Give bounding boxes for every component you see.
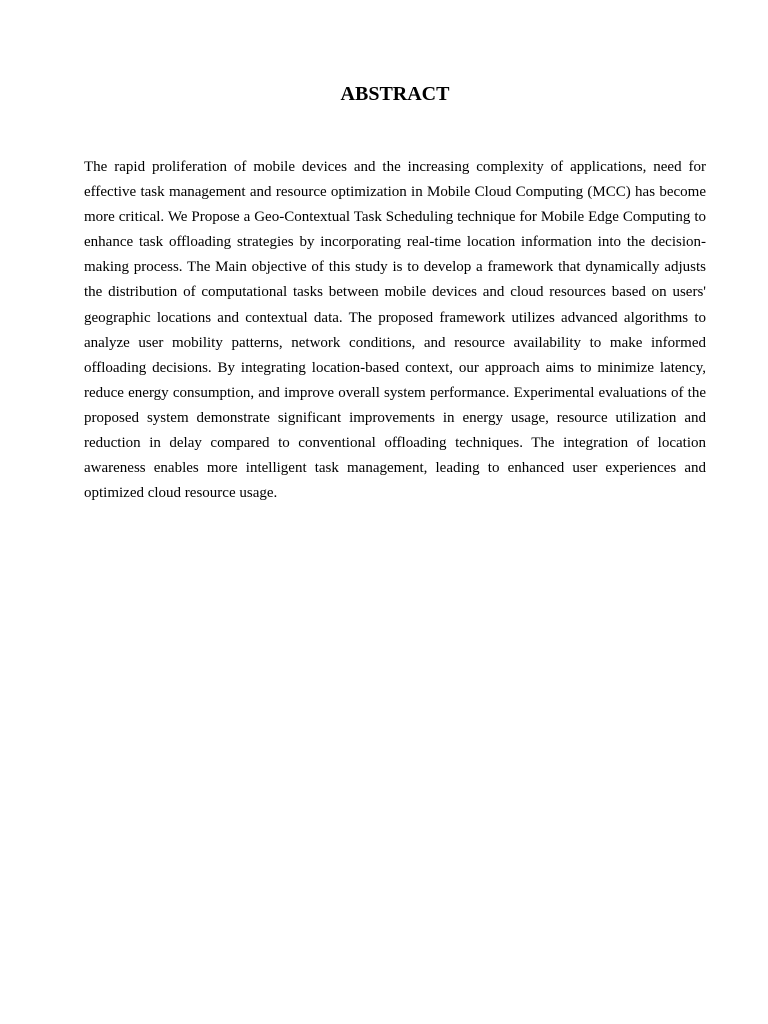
abstract-heading: ABSTRACT: [340, 83, 450, 105]
abstract-paragraph: The rapid proliferation of mobile devices and the increasing complexity of applications, need for effective task management and resource optimization in Mobile Cloud Computing (MCC) has become more critical. We Propose a Geo-Contextual Task Scheduling technique for Mobile Edge Computing to enhance task offloading strategies by incorporating real-time location information into the decision-making process. The Main objective of this study is to develop a framework that dynamically adjusts the distribution of computational tasks between mobile devices and cloud resources based on users' geographic locations and contextual data. The proposed framework utilizes advanced algorithms to analyze user mobility patterns, network conditions, and resource availability to make informed offloading decisions. By integrating location-based context, our approach aims to minimize latency, reduce energy consumption, and improve overall system performance. Experimental evaluations of the proposed system demonstrate significant improvements in energy usage, resource utilization and reduction in delay compared to conventional offloading techniques. The integration of location awareness enables more intelligent task management, leading to enhanced user experiences and optimized cloud resource usage.: [84, 159, 706, 502]
